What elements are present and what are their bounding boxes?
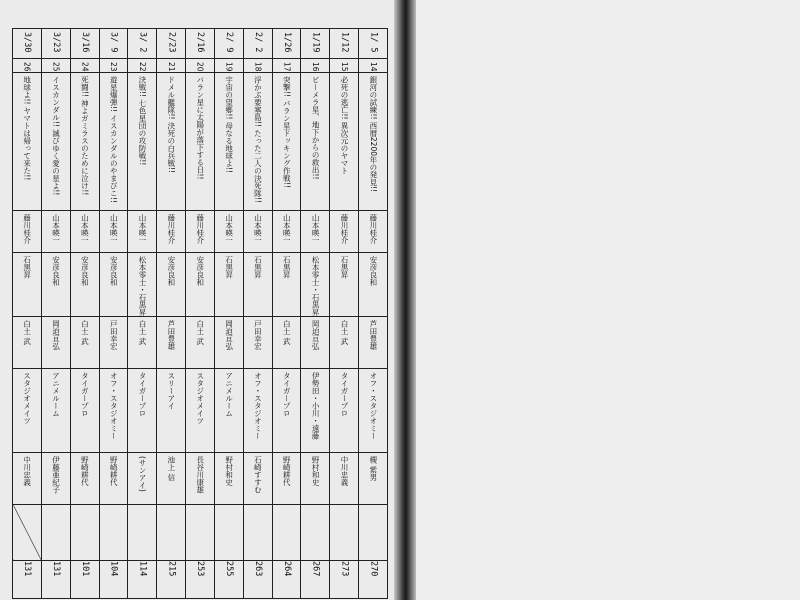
ep-20-airdate-text: 2/16: [195, 32, 206, 53]
ep-21-animation-text: スリーアイ: [166, 372, 176, 410]
ep-26-storyboard-text: 石黒昇: [22, 256, 32, 279]
ep-21-episode-text: 21: [166, 62, 176, 72]
ep-19-episode: [214, 59, 243, 73]
ep-24-art: [70, 453, 99, 505]
ep-23-blank-cell: [99, 505, 128, 561]
ep-23-storyboard: [99, 253, 128, 317]
ep-26-page: [13, 561, 42, 599]
ep-25-episode: [41, 59, 70, 73]
ep-22-animation-director-text: 白土 武: [138, 320, 148, 345]
ep-20-episode-text: 20: [195, 62, 205, 72]
ep-17-art: [272, 453, 301, 505]
ep-26-episode: [13, 59, 42, 73]
ep-15-script-text: 藤川桂介: [339, 214, 349, 244]
ep-23-page: [99, 561, 128, 599]
ep-17-animation-text: タイガープロ: [282, 372, 292, 417]
ep-21-animation-director-text: 芦田豊雄: [166, 320, 176, 350]
ep-24-title-text: 死闘!! 神よガミラスのために泣け!!: [80, 76, 90, 196]
ep-20-storyboard: [186, 253, 215, 317]
row-page: [13, 561, 388, 599]
ep-24-episode: [70, 59, 99, 73]
ep-21-title: [157, 73, 186, 211]
ep-18-script-text: 山本暎一: [253, 214, 263, 244]
ep-15-episode-text: 15: [339, 62, 349, 72]
ep-14-animation-text: オフ・スタジオミー: [368, 372, 378, 440]
ep-16-page: [301, 561, 330, 599]
ep-17-storyboard-text: 石黒昇: [282, 256, 292, 279]
ep-17-page-text: 264: [281, 561, 292, 577]
ep-26-storyboard: [13, 253, 42, 317]
episode-table-left: [12, 28, 388, 599]
ep-18-episode: [243, 59, 272, 73]
ep-23-storyboard-text: 安彦良和: [109, 256, 119, 286]
ep-17-script-text: 山本暎一: [282, 214, 292, 244]
ep-16-storyboard-text: 松本零士・石黒昇: [311, 256, 321, 316]
ep-20-animation-director-text: 白土 武: [195, 320, 205, 345]
ep-20-art: [186, 453, 215, 505]
ep-18-page-text: 263: [252, 561, 263, 577]
row-episode: [13, 59, 388, 73]
ep-24-script: [70, 211, 99, 253]
ep-21-blank-cell: [157, 505, 186, 561]
ep-23-animation-director-text: 戸田幸宏: [109, 320, 119, 350]
ep-14-airdate-text: 1/ 5: [368, 32, 379, 53]
ep-18-title: [243, 73, 272, 211]
ep-26-animation-director: [13, 317, 42, 369]
ep-25-page: [41, 561, 70, 599]
ep-15-animation-director: [330, 317, 359, 369]
ep-14-art: [359, 453, 388, 505]
ep-19-art: [214, 453, 243, 505]
ep-15-title-text: 必死の逃亡!! 異次元のヤマト: [339, 76, 349, 175]
ep-22-script: [128, 211, 157, 253]
row-blank: [13, 505, 388, 561]
ep-22-page-text: 114: [137, 561, 148, 577]
ep-17-storyboard: [272, 253, 301, 317]
ep-14-animation-director-text: 芦田豊雄: [368, 320, 378, 350]
ep-25-episode-text: 25: [51, 62, 61, 72]
ep-22-art-text: (サンアイ): [138, 456, 148, 492]
ep-21-page: [157, 561, 186, 599]
ep-15-blank-cell: [330, 505, 359, 561]
ep-20-animation: [186, 369, 215, 453]
row-title: [13, 73, 388, 211]
ep-21-animation: [157, 369, 186, 453]
ep-16-blank-cell: [301, 505, 330, 561]
right-page: [405, 0, 800, 600]
ep-25-storyboard-text: 安彦良和: [51, 256, 61, 286]
ep-22-airdate-text: 3/ 2: [137, 32, 148, 53]
ep-24-animation-text: タイガープロ: [80, 372, 90, 417]
ep-15-animation: [330, 369, 359, 453]
ep-16-airdate: [301, 29, 330, 59]
ep-26-animation-director-text: 白土 武: [22, 320, 32, 345]
ep-24-airdate-text: 3/16: [79, 32, 90, 53]
ep-23-script-text: 山本暎一: [109, 214, 119, 244]
ep-16-title: [301, 73, 330, 211]
ep-19-storyboard: [214, 253, 243, 317]
ep-23-title: [99, 73, 128, 211]
ep-21-art-text: 池上 信: [166, 456, 176, 481]
ep-25-storyboard: [41, 253, 70, 317]
ep-19-page: [214, 561, 243, 599]
ep-21-airdate: [157, 29, 186, 59]
ep-21-script-text: 藤川桂介: [166, 214, 176, 244]
ep-18-animation-director: [243, 317, 272, 369]
ep-18-storyboard-text: 石黒昇: [253, 256, 263, 279]
ep-17-episode-text: 17: [282, 62, 292, 72]
ep-14-animation: [359, 369, 388, 453]
ep-26-title-text: 地球よ!! ヤマトは帰って来た!!: [22, 76, 32, 181]
ep-19-episode-text: 19: [224, 62, 234, 72]
ep-20-episode: [186, 59, 215, 73]
ep-24-storyboard-text: 安彦良和: [80, 256, 90, 286]
ep-21-storyboard: [157, 253, 186, 317]
ep-14-storyboard: [359, 253, 388, 317]
ep-17-script: [272, 211, 301, 253]
ep-24-page-text: 101: [79, 561, 90, 577]
ep-26-airdate: [13, 29, 42, 59]
ep-22-animation-director: [128, 317, 157, 369]
ep-25-animation-director: [41, 317, 70, 369]
ep-14-airdate: [359, 29, 388, 59]
ep-19-script-text: 山本暎一: [224, 214, 234, 244]
ep-24-animation: [70, 369, 99, 453]
ep-15-animation-text: タイガープロ: [339, 372, 349, 417]
ep-21-page-text: 215: [166, 561, 177, 577]
ep-15-script: [330, 211, 359, 253]
ep-18-episode-text: 18: [253, 62, 263, 72]
ep-17-animation-director-text: 白土 武: [282, 320, 292, 345]
ep-14-title-text: 銀河の試練!! 西暦2200年の発見!!: [368, 76, 378, 192]
ep-24-page: [70, 561, 99, 599]
ep-17-art-text: 野崎耕代: [282, 456, 292, 486]
row-art: [13, 453, 388, 505]
ep-23-page-text: 104: [108, 561, 119, 577]
row-storyboard: [13, 253, 388, 317]
ep-21-title-text: ドメル艦隊!! 決死の白兵戦!!: [166, 76, 176, 173]
ep-19-title: [214, 73, 243, 211]
ep-24-art-text: 野崎耕代: [80, 456, 90, 486]
ep-22-animation: [128, 369, 157, 453]
ep-24-episode-text: 24: [80, 62, 90, 72]
ep-20-title-text: バラン星に太陽が落下する日!!: [195, 76, 205, 180]
ep-23-art: [99, 453, 128, 505]
ep-23-animation-director: [99, 317, 128, 369]
ep-26-airdate-text: 3/30: [22, 32, 33, 53]
ep-20-storyboard-text: 安彦良和: [195, 256, 205, 286]
ep-23-episode-text: 23: [109, 62, 119, 72]
ep-19-animation-director-text: 岡迫亘弘: [224, 320, 234, 350]
ep-23-airdate-text: 3/ 9: [108, 32, 119, 53]
ep-21-storyboard-text: 安彦良和: [166, 256, 176, 286]
ep-25-animation: [41, 369, 70, 453]
ep-14-animation-director: [359, 317, 388, 369]
ep-26-episode-text: 26: [22, 62, 32, 72]
ep-18-storyboard: [243, 253, 272, 317]
ep-23-animation: [99, 369, 128, 453]
ep-24-airdate: [70, 29, 99, 59]
ep-19-airdate-text: 2/ 9: [224, 32, 235, 53]
ep-22-title: [128, 73, 157, 211]
ep-14-blank-cell: [359, 505, 388, 561]
ep-16-episode-text: 16: [311, 62, 321, 72]
ep-16-page-text: 267: [310, 561, 321, 577]
ep-15-page: [330, 561, 359, 599]
row-animation-director: [13, 317, 388, 369]
ep-23-title-text: 遊星爆弾!! イスカンダルのやまびこ!!: [109, 76, 119, 203]
ep-25-title-text: イスカンダル!! 滅びゆく愛の星よ!!: [51, 76, 61, 196]
ep-17-animation-director: [272, 317, 301, 369]
ep-17-airdate-text: 1/26: [281, 32, 292, 53]
ep-20-title: [186, 73, 215, 211]
ep-24-animation-director-text: 白土 武: [80, 320, 90, 345]
ep-18-page: [243, 561, 272, 599]
ep-18-title-text: 浮かぶ要塞島!! たった二人の決死隊!!: [253, 76, 263, 203]
row-animation: [13, 369, 388, 453]
ep-21-script: [157, 211, 186, 253]
ep-22-storyboard-text: 松本零士・石黒昇: [138, 256, 148, 316]
ep-18-art: [243, 453, 272, 505]
ep-14-page: [359, 561, 388, 599]
ep-25-art: [41, 453, 70, 505]
ep-15-animation-director-text: 白土 武: [339, 320, 349, 345]
ep-26-blank-cell: [13, 505, 42, 561]
ep-22-art: [128, 453, 157, 505]
ep-17-airdate: [272, 29, 301, 59]
ep-25-script-text: 山本暎一: [51, 214, 61, 244]
ep-21-episode: [157, 59, 186, 73]
ep-26-script-text: 藤川桂介: [22, 214, 32, 244]
ep-19-animation: [214, 369, 243, 453]
ep-19-art-text: 野村和史: [224, 456, 234, 486]
ep-22-episode: [128, 59, 157, 73]
ep-24-storyboard: [70, 253, 99, 317]
ep-20-animation-director: [186, 317, 215, 369]
ep-19-animation-director: [214, 317, 243, 369]
ep-19-page-text: 255: [224, 561, 235, 577]
ep-18-blank-cell: [243, 505, 272, 561]
ep-19-blank-cell: [214, 505, 243, 561]
ep-23-script: [99, 211, 128, 253]
ep-14-episode-text: 14: [368, 62, 378, 72]
ep-25-animation-director-text: 岡迫亘弘: [51, 320, 61, 350]
ep-15-title: [330, 73, 359, 211]
ep-20-script-text: 藤川桂介: [195, 214, 205, 244]
ep-26-animation-text: スタジオメイツ: [22, 372, 32, 425]
ep-20-animation-text: スタジオメイツ: [195, 372, 205, 425]
row-script: [13, 211, 388, 253]
ep-20-art-text: 長谷川康雄: [195, 456, 205, 494]
ep-22-title-text: 決戦!! 七色星団の攻防戦!!: [138, 76, 148, 166]
ep-25-title: [41, 73, 70, 211]
ep-18-animation-text: オフ・スタジオミー: [253, 372, 263, 440]
ep-15-art-text: 中川忠義: [339, 456, 349, 486]
ep-24-animation-director: [70, 317, 99, 369]
ep-25-art-text: 伊藤亜紀子: [51, 456, 61, 494]
ep-23-episode: [99, 59, 128, 73]
ep-16-title-text: ビーメラ星、地下からの救出!!: [311, 76, 321, 180]
ep-17-title: [272, 73, 301, 211]
ep-18-animation-director-text: 戸田幸宏: [253, 320, 263, 350]
ep-26-title: [13, 73, 42, 211]
ep-17-animation: [272, 369, 301, 453]
ep-17-blank-cell: [272, 505, 301, 561]
ep-15-episode: [330, 59, 359, 73]
ep-15-airdate-text: 1/12: [339, 32, 350, 53]
ep-26-art: [13, 453, 42, 505]
ep-14-page-text: 270: [368, 561, 379, 577]
ep-16-animation-director-text: 岡迫亘弘: [311, 320, 321, 350]
ep-18-airdate: [243, 29, 272, 59]
ep-19-script: [214, 211, 243, 253]
ep-19-airdate: [214, 29, 243, 59]
ep-24-script-text: 山本暎一: [80, 214, 90, 244]
ep-25-blank-cell: [41, 505, 70, 561]
ep-15-page-text: 273: [339, 561, 350, 577]
ep-14-episode: [359, 59, 388, 73]
ep-23-art-text: 野崎耕代: [109, 456, 119, 486]
ep-23-animation-text: オフ・スタジオミー: [109, 372, 119, 440]
ep-23-airdate: [99, 29, 128, 59]
ep-16-script: [301, 211, 330, 253]
ep-24-blank-cell: [70, 505, 99, 561]
ep-20-airdate: [186, 29, 215, 59]
ep-25-script: [41, 211, 70, 253]
ep-20-page-text: 253: [195, 561, 206, 577]
ep-21-animation-director: [157, 317, 186, 369]
ep-16-storyboard: [301, 253, 330, 317]
ep-14-title: [359, 73, 388, 211]
ep-22-page: [128, 561, 157, 599]
ep-22-airdate: [128, 29, 157, 59]
ep-16-art-text: 野村和史: [311, 456, 321, 486]
ep-16-animation-director: [301, 317, 330, 369]
ep-19-animation-text: アニメルーム: [224, 372, 234, 417]
ep-16-airdate-text: 1/19: [310, 32, 321, 53]
ep-26-animation: [13, 369, 42, 453]
ep-22-episode-text: 22: [138, 62, 148, 72]
ep-14-storyboard-text: 安彦良和: [368, 256, 378, 286]
ep-14-script-text: 藤川桂介: [368, 214, 378, 244]
ep-26-page-text: 131: [22, 561, 33, 577]
ep-15-airdate: [330, 29, 359, 59]
ep-25-airdate: [41, 29, 70, 59]
ep-17-page: [272, 561, 301, 599]
ep-25-airdate-text: 3/23: [51, 32, 62, 53]
ep-25-page-text: 131: [51, 561, 62, 577]
ep-19-title-text: 宇宙の望郷!! 母なる地球よ!!: [224, 76, 234, 173]
ep-26-art-text: 中川忠義: [22, 456, 32, 486]
ep-20-script: [186, 211, 215, 253]
ep-20-page: [186, 561, 215, 599]
ep-18-script: [243, 211, 272, 253]
ep-26-script: [13, 211, 42, 253]
ep-18-animation: [243, 369, 272, 453]
ep-17-title-text: 突撃!! バラン星ドッキング作戦!!: [282, 76, 292, 188]
ep-15-storyboard-text: 石黒昇: [339, 256, 349, 279]
ep-21-airdate-text: 2/23: [166, 32, 177, 53]
ep-14-art-text: 槻 紫男: [368, 456, 378, 481]
ep-20-blank-cell: [186, 505, 215, 561]
ep-21-art: [157, 453, 186, 505]
ep-22-storyboard: [128, 253, 157, 317]
ep-16-animation-text: 伊勢田・小川・遠藤: [311, 372, 321, 440]
ep-15-storyboard: [330, 253, 359, 317]
ep-17-episode: [272, 59, 301, 73]
ep-15-art: [330, 453, 359, 505]
ep-16-animation: [301, 369, 330, 453]
ep-18-airdate-text: 2/ 2: [252, 32, 263, 53]
ep-14-script: [359, 211, 388, 253]
ep-22-animation-text: タイガープロ: [138, 372, 148, 417]
ep-16-art: [301, 453, 330, 505]
row-airdate: [13, 29, 388, 59]
ep-16-episode: [301, 59, 330, 73]
book-gutter: [394, 0, 416, 600]
ep-25-animation-text: アニメルーム: [51, 372, 61, 417]
ep-18-art-text: 石崎すすむ: [253, 456, 263, 494]
ep-24-title: [70, 73, 99, 211]
ep-19-storyboard-text: 石黒昇: [224, 256, 234, 279]
ep-22-blank-cell: [128, 505, 157, 561]
ep-16-script-text: 山本暎一: [311, 214, 321, 244]
ep-22-script-text: 山本暎一: [138, 214, 148, 244]
